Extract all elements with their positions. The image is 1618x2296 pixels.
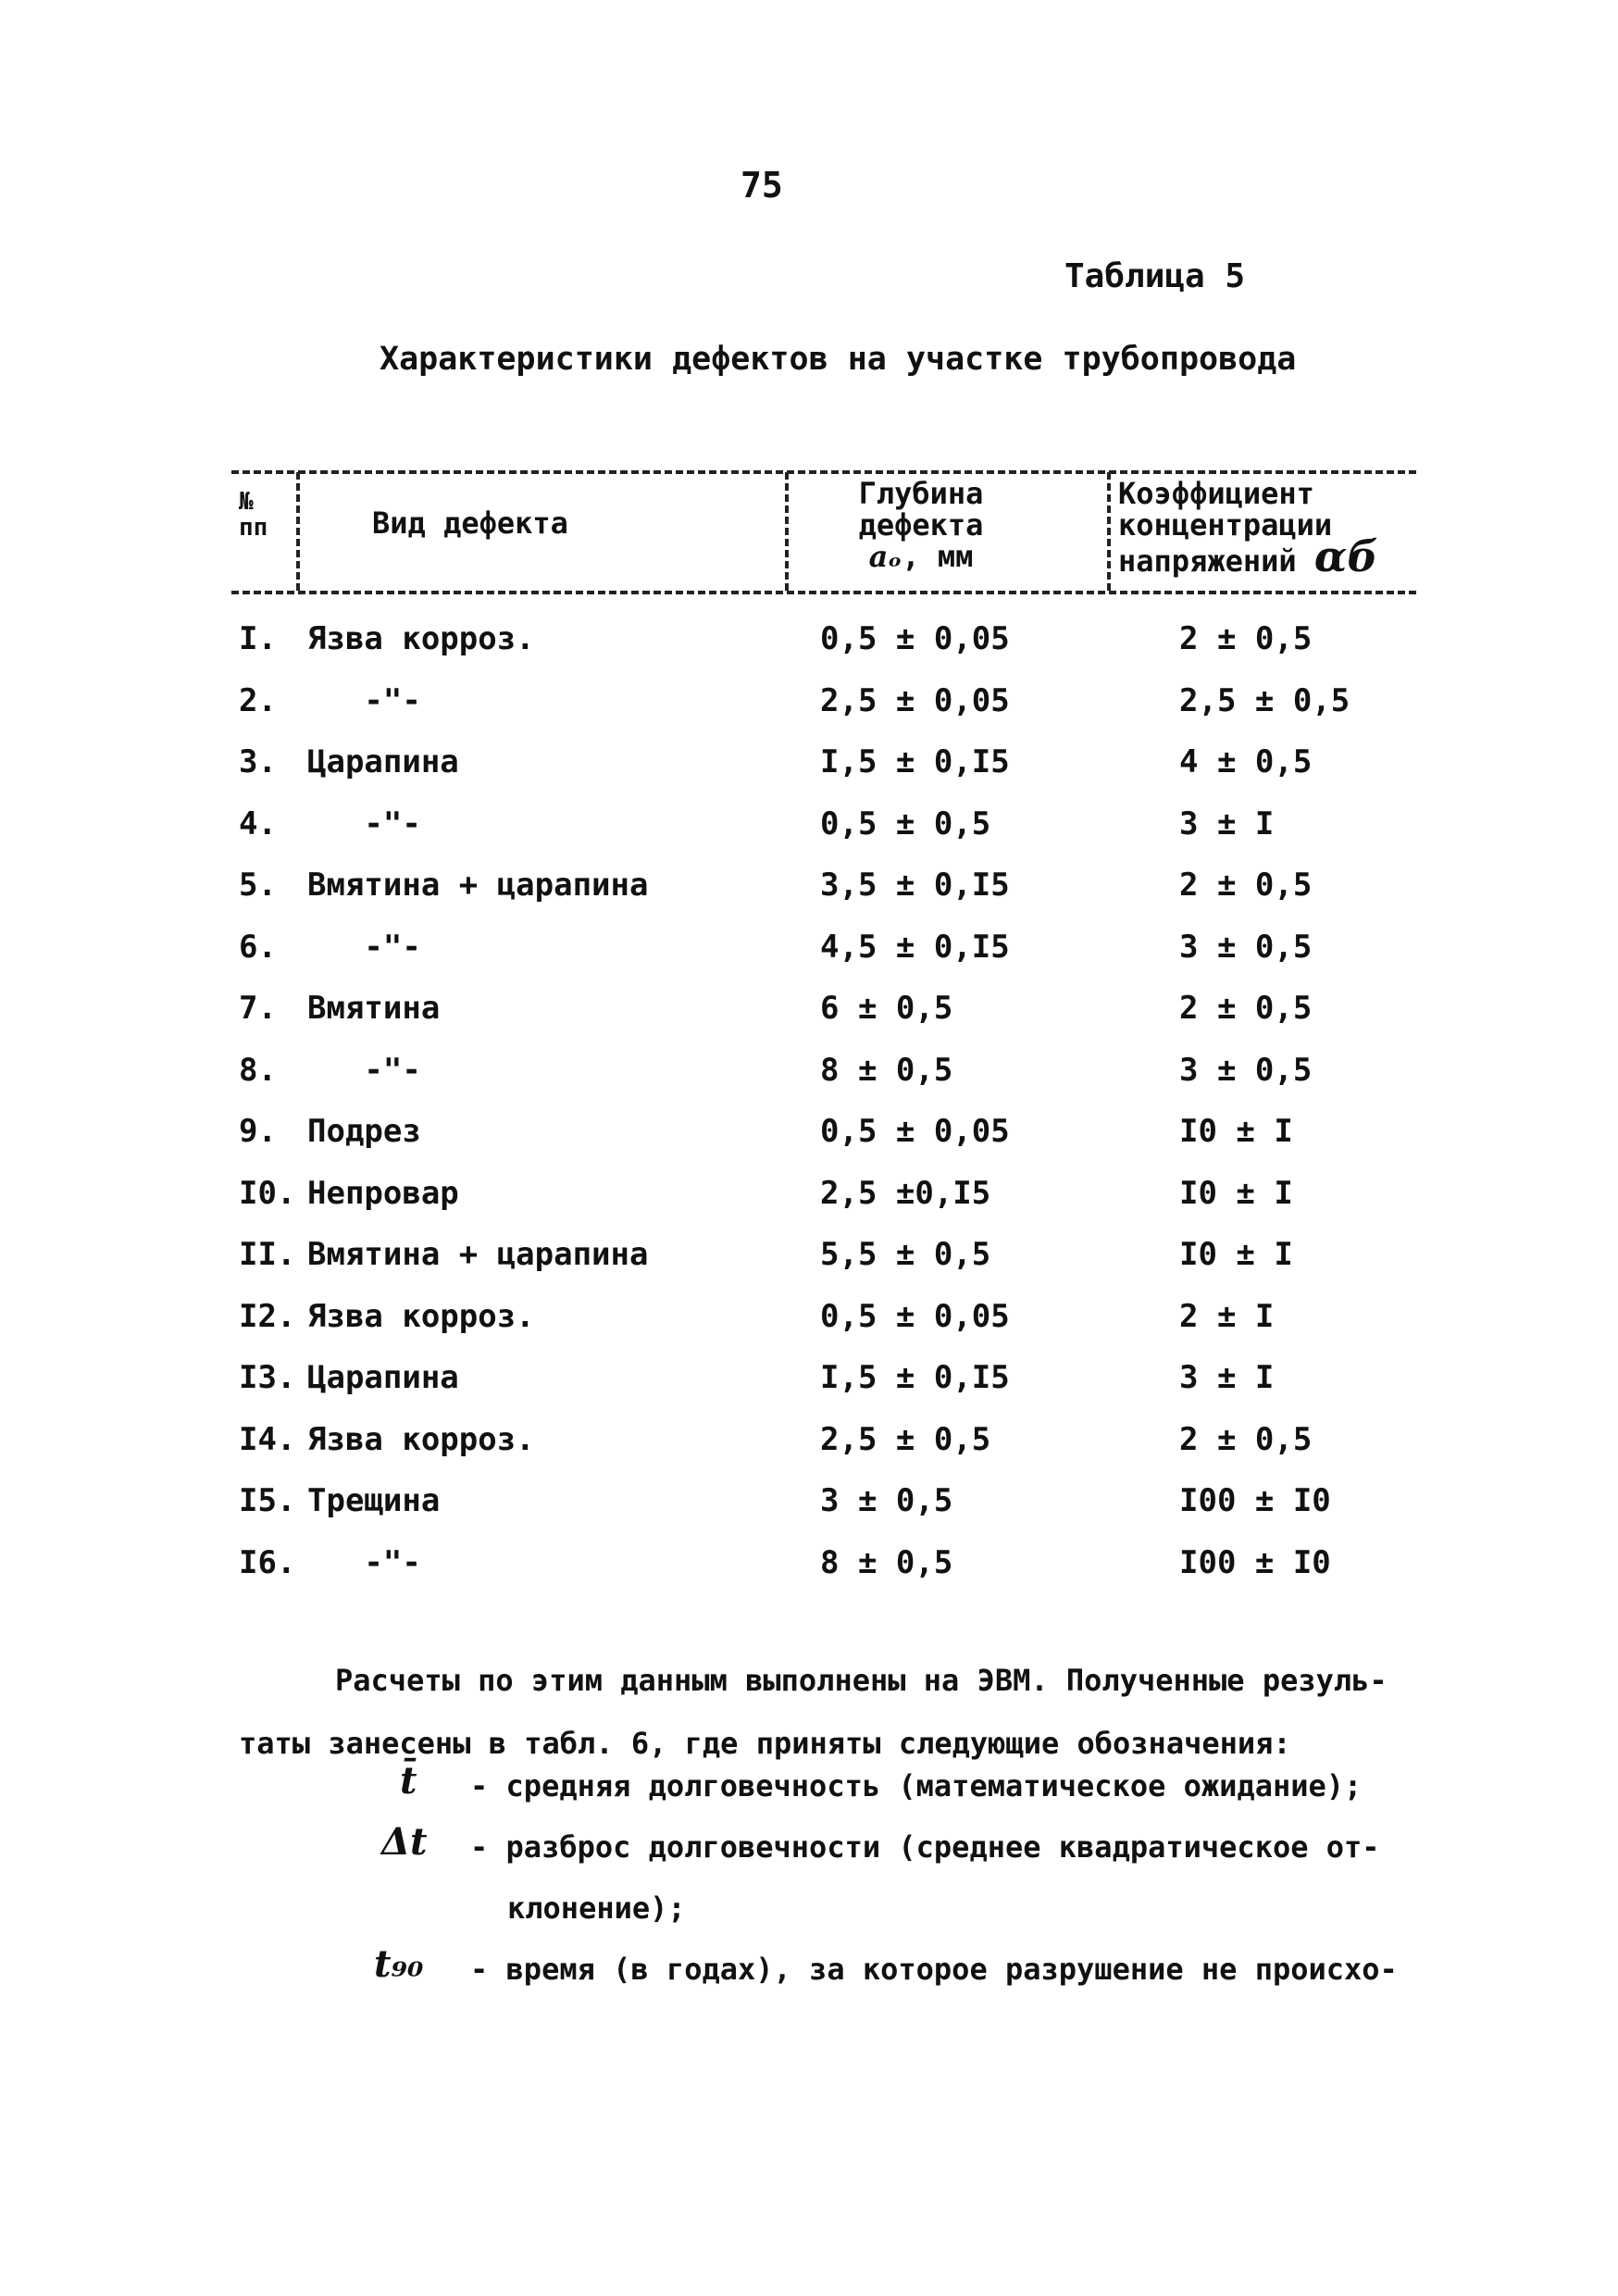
row-num: 4. [239, 805, 277, 842]
definition-text-spread: - разброс долговечности (среднее квадратическое от- [470, 1829, 1380, 1865]
row-depth: 5,5 ± 0,5 [820, 1236, 991, 1273]
paragraph-line-1: Расчеты по этим данным выполнены на ЭВМ. Полученные резуль- [335, 1663, 1388, 1698]
row-kind: -"- [307, 1543, 421, 1581]
row-num: 8. [239, 1051, 277, 1089]
definition-text-spread-cont: клонение); [507, 1890, 686, 1926]
row-kind: Язва корроз. [307, 620, 535, 657]
row-depth: 2,5 ± 0,5 [820, 1420, 991, 1458]
header-divider-3 [1107, 472, 1111, 591]
row-num: 6. [239, 928, 277, 966]
header-divider-1 [296, 472, 300, 591]
row-coef: I00 ± I0 [1179, 1543, 1331, 1581]
row-num: I5. [239, 1482, 296, 1519]
row-coef: I0 ± I [1179, 1174, 1293, 1212]
header-coef-line2: концентрации [1118, 507, 1333, 543]
row-coef: 2 ± 0,5 [1179, 620, 1313, 657]
row-kind: Трещина [307, 1482, 441, 1519]
row-coef: 2,5 ± 0,5 [1179, 681, 1350, 719]
row-depth: 2,5 ± 0,05 [820, 681, 1010, 719]
row-coef: 3 ± 0,5 [1179, 928, 1313, 966]
row-coef: 2 ± 0,5 [1179, 990, 1313, 1027]
header-kind: Вид дефекта [372, 505, 568, 541]
row-num: 5. [239, 867, 277, 904]
row-kind: Вмятина + царапина [307, 1236, 649, 1273]
page-number: 75 [741, 165, 783, 206]
row-kind: Подрез [307, 1113, 421, 1150]
definition-text-t90: - время (в годах), за которое разрушение не происхо- [470, 1952, 1398, 1987]
header-depth-line2: дефекта [858, 507, 984, 543]
row-kind: -"- [307, 681, 421, 719]
row-kind: -"- [307, 805, 421, 842]
row-depth: 8 ± 0,5 [820, 1051, 953, 1089]
row-kind: Непровар [307, 1174, 459, 1212]
row-coef: 3 ± I [1179, 805, 1275, 842]
row-depth: 8 ± 0,5 [820, 1543, 953, 1581]
row-coef: 2 ± I [1179, 1297, 1275, 1335]
row-coef: 2 ± 0,5 [1179, 867, 1313, 904]
row-kind: Язва корроз. [307, 1297, 535, 1335]
row-kind: -"- [307, 928, 421, 966]
definition-symbol-t90: t₉₀ [374, 1942, 424, 1986]
row-num: I6. [239, 1543, 296, 1581]
row-depth: I,5 ± 0,I5 [820, 743, 1010, 780]
row-num: I0. [239, 1174, 296, 1212]
row-kind: -"- [307, 1051, 421, 1089]
header-bottom-rule [231, 591, 1416, 594]
row-num: 7. [239, 990, 277, 1027]
row-num: I4. [239, 1420, 296, 1458]
row-depth: 2,5 ±0,I5 [820, 1174, 991, 1212]
row-coef: I0 ± I [1179, 1113, 1293, 1150]
header-num: № пп [239, 488, 268, 542]
definition-symbol-spread: Δt [381, 1820, 428, 1864]
row-depth: 4,5 ± 0,I5 [820, 928, 1010, 966]
row-kind: Вмятина + царапина [307, 867, 649, 904]
row-num: I2. [239, 1297, 296, 1335]
row-coef: 2 ± 0,5 [1179, 1420, 1313, 1458]
table-title: Характеристики дефектов на участке трубопровода [380, 341, 1297, 378]
header-depth-line1: Глубина [858, 476, 984, 511]
header-coef-symbol: αб [1313, 531, 1378, 581]
header-depth-unit: , мм [902, 539, 974, 574]
row-depth: 6 ± 0,5 [820, 990, 953, 1027]
row-depth: 0,5 ± 0,05 [820, 1297, 1010, 1335]
row-num: II. [239, 1236, 296, 1273]
header-coef-line3: напряжений [1118, 543, 1297, 579]
row-kind: Вмятина [307, 990, 441, 1027]
row-coef: 4 ± 0,5 [1179, 743, 1313, 780]
row-num: I. [239, 620, 277, 657]
row-depth: 3,5 ± 0,I5 [820, 867, 1010, 904]
row-coef: I0 ± I [1179, 1236, 1293, 1273]
header-depth [815, 478, 1027, 572]
header-coef-line1: Коэффициент [1118, 476, 1314, 511]
row-depth: 0,5 ± 0,5 [820, 805, 991, 842]
definition-text-mean: - средняя долговечность (математическое ожидание); [470, 1768, 1363, 1803]
row-num: I3. [239, 1359, 296, 1396]
row-kind: Царапина [307, 1359, 459, 1396]
row-num: 9. [239, 1113, 277, 1150]
row-kind: Язва корроз. [307, 1420, 535, 1458]
table-caption: Таблица 5 [1064, 257, 1246, 295]
row-num: 2. [239, 681, 277, 719]
row-depth: I,5 ± 0,I5 [820, 1359, 1010, 1396]
row-depth: 3 ± 0,5 [820, 1482, 953, 1519]
row-num: 3. [239, 743, 277, 780]
header-divider-2 [785, 472, 789, 591]
row-coef: 3 ± 0,5 [1179, 1051, 1313, 1089]
definition-symbol-mean: t̄ [400, 1759, 417, 1803]
row-coef: 3 ± I [1179, 1359, 1275, 1396]
paragraph-line-2: таты занесены в табл. 6, где приняты следующие обозначения: [239, 1726, 1291, 1761]
row-depth: 0,5 ± 0,05 [820, 620, 1010, 657]
header-coef [1118, 476, 1378, 581]
row-depth: 0,5 ± 0,05 [820, 1113, 1010, 1150]
row-coef: I00 ± I0 [1179, 1482, 1331, 1519]
header-depth-symbol: aₒ [868, 539, 902, 574]
header-top-rule [231, 470, 1416, 474]
row-kind: Царапина [307, 743, 459, 780]
